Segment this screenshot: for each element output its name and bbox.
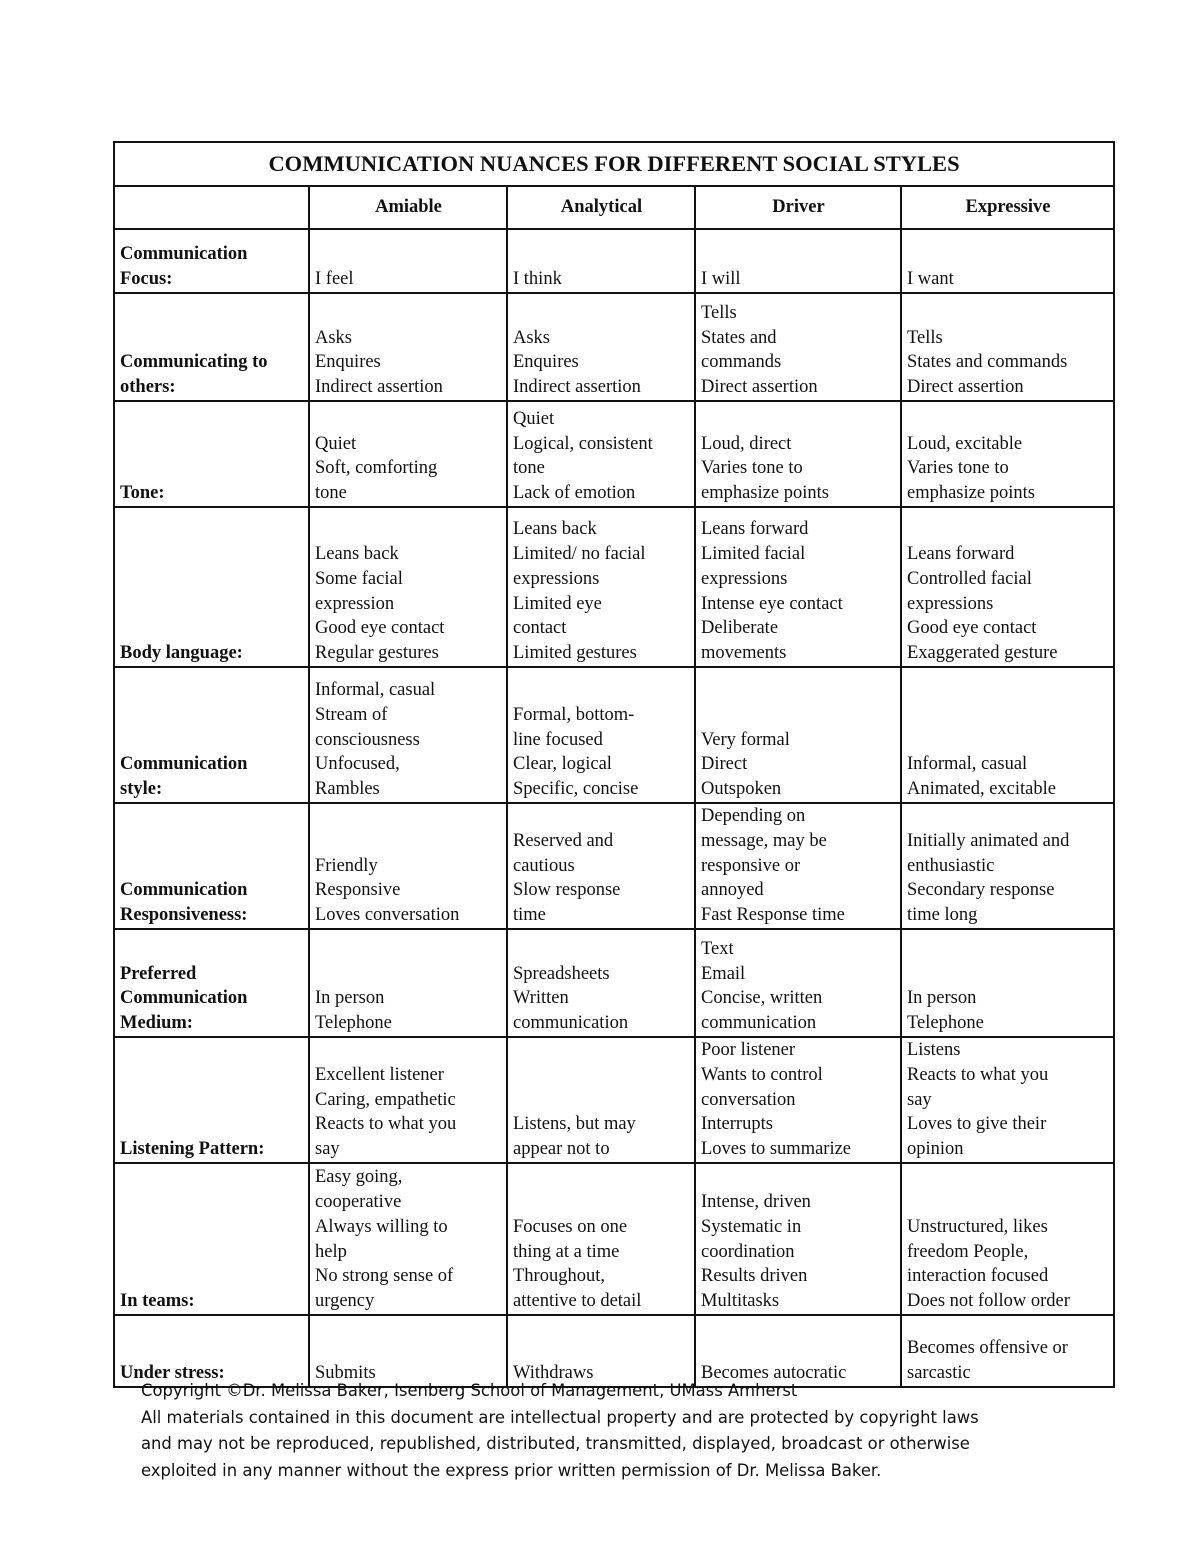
cell-analytical xyxy=(507,401,695,507)
cell-amiable xyxy=(309,667,507,803)
cell-line: Indirect assertion xyxy=(315,377,443,398)
table-row xyxy=(114,293,1114,401)
cell-line: Spreadsheets xyxy=(513,963,610,984)
footer-line-restrictions: and may not be reproduced, republished, distributed, transmitted, displayed, broadcast or otherwise xyxy=(141,1434,970,1453)
cell-line: Lack of emotion xyxy=(513,483,636,504)
cell-driver xyxy=(695,293,901,401)
row-label xyxy=(114,401,309,507)
cell-line: Logical, consistent xyxy=(513,433,653,454)
cell-line: Unfocused, xyxy=(315,754,400,775)
cell-line: Leans back xyxy=(315,544,399,565)
cell-line: Telephone xyxy=(907,1013,984,1034)
cell-line: message, may be xyxy=(701,830,827,851)
cell-line: Leans forward xyxy=(907,544,1015,565)
cell-line: opinion xyxy=(907,1139,964,1160)
cell-line: States and commands xyxy=(907,352,1068,373)
row-label-line: style: xyxy=(120,779,163,800)
cell-line: I will xyxy=(701,269,741,290)
row-label-line: Communication xyxy=(120,754,248,775)
cell-line: Caring, empathetic xyxy=(315,1089,456,1110)
cell-line: Secondary response xyxy=(907,880,1055,901)
cell-line: Depending on xyxy=(701,806,806,827)
cell-line: Excellent listener xyxy=(315,1064,444,1085)
cell-line: Reacts to what you xyxy=(907,1064,1049,1085)
cell-line: Direct assertion xyxy=(701,377,818,398)
cell-line: Reserved and xyxy=(513,830,614,851)
cell-line: Leans forward xyxy=(701,519,809,540)
cell-line: emphasize points xyxy=(907,483,1035,504)
cell-line: Loud, excitable xyxy=(907,433,1023,454)
cell-amiable xyxy=(309,507,507,667)
cell-line: tone xyxy=(513,458,545,479)
cell-line: Systematic in xyxy=(701,1216,802,1237)
cell-line: expressions xyxy=(513,568,600,589)
cell-line: Stream of xyxy=(315,704,388,725)
table-row xyxy=(114,1037,1114,1163)
cell-line: Interrupts xyxy=(701,1114,773,1135)
cell-amiable xyxy=(309,1037,507,1163)
cell-driver xyxy=(695,1163,901,1315)
cell-amiable xyxy=(309,229,507,293)
cell-line: Soft, comforting xyxy=(315,458,438,479)
cell-line: Direct xyxy=(701,754,748,775)
cell-line: Intense eye contact xyxy=(701,593,843,614)
cell-driver xyxy=(695,507,901,667)
cell-line: Always willing to xyxy=(315,1216,448,1237)
row-label xyxy=(114,507,309,667)
cell-line: Some facial xyxy=(315,568,403,589)
cell-line: Focuses on one xyxy=(513,1216,628,1237)
cell-line: Regular gestures xyxy=(315,643,439,664)
cell-line: Loves to summarize xyxy=(701,1139,852,1160)
cell-line: Loves to give their xyxy=(907,1114,1047,1135)
cell-expressive xyxy=(901,1037,1114,1163)
cell-line: Quiet xyxy=(315,433,357,454)
row-label-line: Under stress: xyxy=(120,1363,225,1384)
cell-driver xyxy=(695,1315,901,1387)
row-label-line: Communication xyxy=(120,244,248,265)
cell-line: Limited eye xyxy=(513,593,602,614)
cell-line: emphasize points xyxy=(701,483,829,504)
cell-line: I want xyxy=(907,269,954,290)
cell-line: say xyxy=(907,1089,932,1110)
cell-line: Multitasks xyxy=(701,1291,780,1312)
cell-line: consciousness xyxy=(315,729,420,750)
cell-expressive xyxy=(901,293,1114,401)
cell-line: commands xyxy=(701,352,782,373)
cell-line: I think xyxy=(513,269,562,290)
footer-line-permission: exploited in any manner without the express prior written permission of Dr. Melissa Baker. xyxy=(141,1460,882,1480)
cell-line: enthusiastic xyxy=(907,855,995,876)
table-row xyxy=(114,667,1114,803)
cell-line: Email xyxy=(701,963,746,984)
cell-analytical xyxy=(507,929,695,1037)
cell-amiable xyxy=(309,1163,507,1315)
cell-line: Written xyxy=(513,988,569,1009)
cell-line: Loud, direct xyxy=(701,433,792,454)
cell-line: Wants to control xyxy=(701,1064,823,1085)
cell-driver xyxy=(695,401,901,507)
cell-line: Submits xyxy=(315,1363,376,1384)
cell-line: attentive to detail xyxy=(513,1291,642,1312)
cell-line: Friendly xyxy=(315,855,378,876)
cell-line: Initially animated and xyxy=(907,830,1070,851)
row-label-line: Focus: xyxy=(120,269,173,290)
cell-line: Responsive xyxy=(315,880,401,901)
cell-analytical xyxy=(507,229,695,293)
cell-line: Reacts to what you xyxy=(315,1114,457,1135)
cell-line: Limited/ no facial xyxy=(513,544,646,565)
row-label-line: Communication xyxy=(120,988,248,1009)
cell-line: Clear, logical xyxy=(513,754,612,775)
cell-expressive xyxy=(901,1163,1114,1315)
cell-analytical xyxy=(507,293,695,401)
cell-line: In person xyxy=(315,988,385,1009)
cell-expressive xyxy=(901,667,1114,803)
cell-line: annoyed xyxy=(701,880,764,901)
cell-line: freedom People, xyxy=(907,1241,1029,1262)
cell-line: Informal, casual xyxy=(907,754,1028,775)
cell-driver xyxy=(695,667,901,803)
cell-amiable xyxy=(309,1315,507,1387)
row-label-line: Listening Pattern: xyxy=(120,1139,265,1160)
footer-line-rights: All materials contained in this document are intellectual property and are protected by copyright laws xyxy=(141,1407,979,1427)
cell-line: urgency xyxy=(315,1291,375,1312)
cell-line: sarcastic xyxy=(907,1363,971,1384)
header-cell-amiable: Amiable xyxy=(309,186,507,229)
row-label-line: others: xyxy=(120,377,176,398)
row-label-line: Medium: xyxy=(120,1013,193,1034)
cell-line: Leans back xyxy=(513,519,597,540)
header-cell-analytical: Analytical xyxy=(507,186,695,229)
cell-line: Varies tone to xyxy=(907,458,1009,479)
cell-analytical xyxy=(507,507,695,667)
row-label xyxy=(114,293,309,401)
cell-line: Slow response xyxy=(513,880,621,901)
cell-line: Enquires xyxy=(513,352,579,373)
cell-line: cautious xyxy=(513,855,575,876)
cell-analytical xyxy=(507,1315,695,1387)
cell-line: Withdraws xyxy=(513,1363,594,1384)
header-cell-expressive: Expressive xyxy=(901,186,1114,229)
cell-line: Specific, concise xyxy=(513,779,639,800)
cell-line: expressions xyxy=(701,568,788,589)
table-row xyxy=(114,803,1114,929)
row-label-line: Preferred xyxy=(120,963,197,984)
table-row xyxy=(114,507,1114,667)
cell-line: Informal, casual xyxy=(315,680,436,701)
table-row xyxy=(114,401,1114,507)
header-cell-empty xyxy=(114,186,309,229)
cell-expressive xyxy=(901,229,1114,293)
cell-line: Does not follow order xyxy=(907,1291,1070,1312)
cell-line: Tells xyxy=(907,327,943,348)
cell-line: No strong sense of xyxy=(315,1266,454,1287)
cell-amiable xyxy=(309,293,507,401)
cell-amiable xyxy=(309,401,507,507)
cell-driver xyxy=(695,1037,901,1163)
cell-line: Asks xyxy=(513,327,551,348)
cell-line: Direct assertion xyxy=(907,377,1024,398)
cell-line: Loves conversation xyxy=(315,905,460,926)
cell-analytical xyxy=(507,1163,695,1315)
cell-line: communication xyxy=(701,1013,817,1034)
cell-line: Very formal xyxy=(701,729,790,750)
cell-expressive xyxy=(901,1315,1114,1387)
cell-line: Listens xyxy=(907,1040,961,1061)
cell-amiable xyxy=(309,929,507,1037)
cell-driver xyxy=(695,229,901,293)
row-label-line: Communication xyxy=(120,880,248,901)
row-label-line: Responsiveness: xyxy=(120,905,248,926)
cell-line: Poor listener xyxy=(701,1040,796,1061)
cell-line: appear not to xyxy=(513,1139,610,1160)
table-row xyxy=(114,929,1114,1037)
cell-line: thing at a time xyxy=(513,1241,620,1262)
cell-line: coordination xyxy=(701,1241,795,1262)
cell-line: Formal, bottom- xyxy=(513,704,635,725)
cell-line: Good eye contact xyxy=(907,618,1037,639)
table-row xyxy=(114,1163,1114,1315)
cell-line: Fast Response time xyxy=(701,905,845,926)
cell-line: Listens, but may xyxy=(513,1114,636,1135)
cell-line: expression xyxy=(315,593,395,614)
cell-line: line focused xyxy=(513,729,603,750)
cell-amiable xyxy=(309,803,507,929)
cell-line: Intense, driven xyxy=(701,1192,811,1213)
table-row xyxy=(114,229,1114,293)
cell-line: Results driven xyxy=(701,1266,808,1287)
cell-line: responsive or xyxy=(701,855,801,876)
cell-line: Asks xyxy=(315,327,353,348)
row-label xyxy=(114,229,309,293)
row-label-line: Communicating to xyxy=(120,352,268,373)
header-cell-driver: Driver xyxy=(695,186,901,229)
row-label xyxy=(114,1315,309,1387)
social-styles-table xyxy=(113,141,1115,1388)
cell-line: movements xyxy=(701,643,787,664)
copyright-footer xyxy=(141,1378,1141,1484)
cell-line: help xyxy=(315,1241,347,1262)
row-label xyxy=(114,929,309,1037)
cell-line: cooperative xyxy=(315,1192,402,1213)
cell-line: Deliberate xyxy=(701,618,779,639)
cell-driver xyxy=(695,803,901,929)
cell-line: Unstructured, likes xyxy=(907,1216,1048,1237)
cell-line: In person xyxy=(907,988,977,1009)
cell-line: contact xyxy=(513,618,567,639)
table-body xyxy=(114,142,1114,1387)
row-label-line: Body language: xyxy=(120,643,243,664)
cell-line: time xyxy=(513,905,546,926)
cell-line: Rambles xyxy=(315,779,380,800)
row-label-line: Tone: xyxy=(120,483,165,504)
cell-analytical xyxy=(507,1037,695,1163)
row-label xyxy=(114,803,309,929)
cell-line: Easy going, xyxy=(315,1167,403,1188)
cell-line: Varies tone to xyxy=(701,458,803,479)
row-label-line: In teams: xyxy=(120,1291,195,1312)
row-label xyxy=(114,1037,309,1163)
cell-line: time long xyxy=(907,905,978,926)
cell-line: Indirect assertion xyxy=(513,377,641,398)
cell-line: Becomes autocratic xyxy=(701,1363,847,1384)
cell-line: Limited gestures xyxy=(513,643,637,664)
cell-expressive xyxy=(901,507,1114,667)
cell-line: interaction focused xyxy=(907,1266,1049,1287)
cell-line: Tells xyxy=(701,302,737,323)
cell-line: Quiet xyxy=(513,408,555,429)
cell-line: I feel xyxy=(315,269,354,290)
cell-analytical xyxy=(507,667,695,803)
cell-line: Exaggerated gesture xyxy=(907,643,1058,664)
cell-expressive xyxy=(901,401,1114,507)
cell-line: say xyxy=(315,1139,340,1160)
cell-line: Becomes offensive or xyxy=(907,1338,1068,1359)
title-row xyxy=(114,142,1114,186)
row-label xyxy=(114,1163,309,1315)
row-label xyxy=(114,667,309,803)
cell-line: Controlled facial xyxy=(907,568,1032,589)
table-title: COMMUNICATION NUANCES FOR DIFFERENT SOCIAL STYLES xyxy=(114,142,1114,186)
cell-line: Good eye contact xyxy=(315,618,445,639)
cell-line: States and xyxy=(701,327,777,348)
cell-driver xyxy=(695,929,901,1037)
cell-expressive xyxy=(901,929,1114,1037)
cell-line: Outspoken xyxy=(701,779,782,800)
cell-expressive xyxy=(901,803,1114,929)
cell-line: Concise, written xyxy=(701,988,823,1009)
cell-line: Text xyxy=(701,938,734,959)
cell-line: tone xyxy=(315,483,347,504)
cell-line: Telephone xyxy=(315,1013,392,1034)
cell-line: communication xyxy=(513,1013,629,1034)
cell-line: Limited facial xyxy=(701,544,806,565)
cell-line: expressions xyxy=(907,593,994,614)
cell-line: Enquires xyxy=(315,352,381,373)
cell-line: conversation xyxy=(701,1089,796,1110)
header-row xyxy=(114,186,1114,229)
table-row xyxy=(114,1315,1114,1387)
cell-analytical xyxy=(507,803,695,929)
cell-line: Animated, excitable xyxy=(907,779,1056,800)
cell-line: Throughout, xyxy=(513,1266,605,1287)
footer-line-copyright: Copyright ©Dr. Melissa Baker, Isenberg School of Management, UMass Amherst xyxy=(141,1381,798,1400)
